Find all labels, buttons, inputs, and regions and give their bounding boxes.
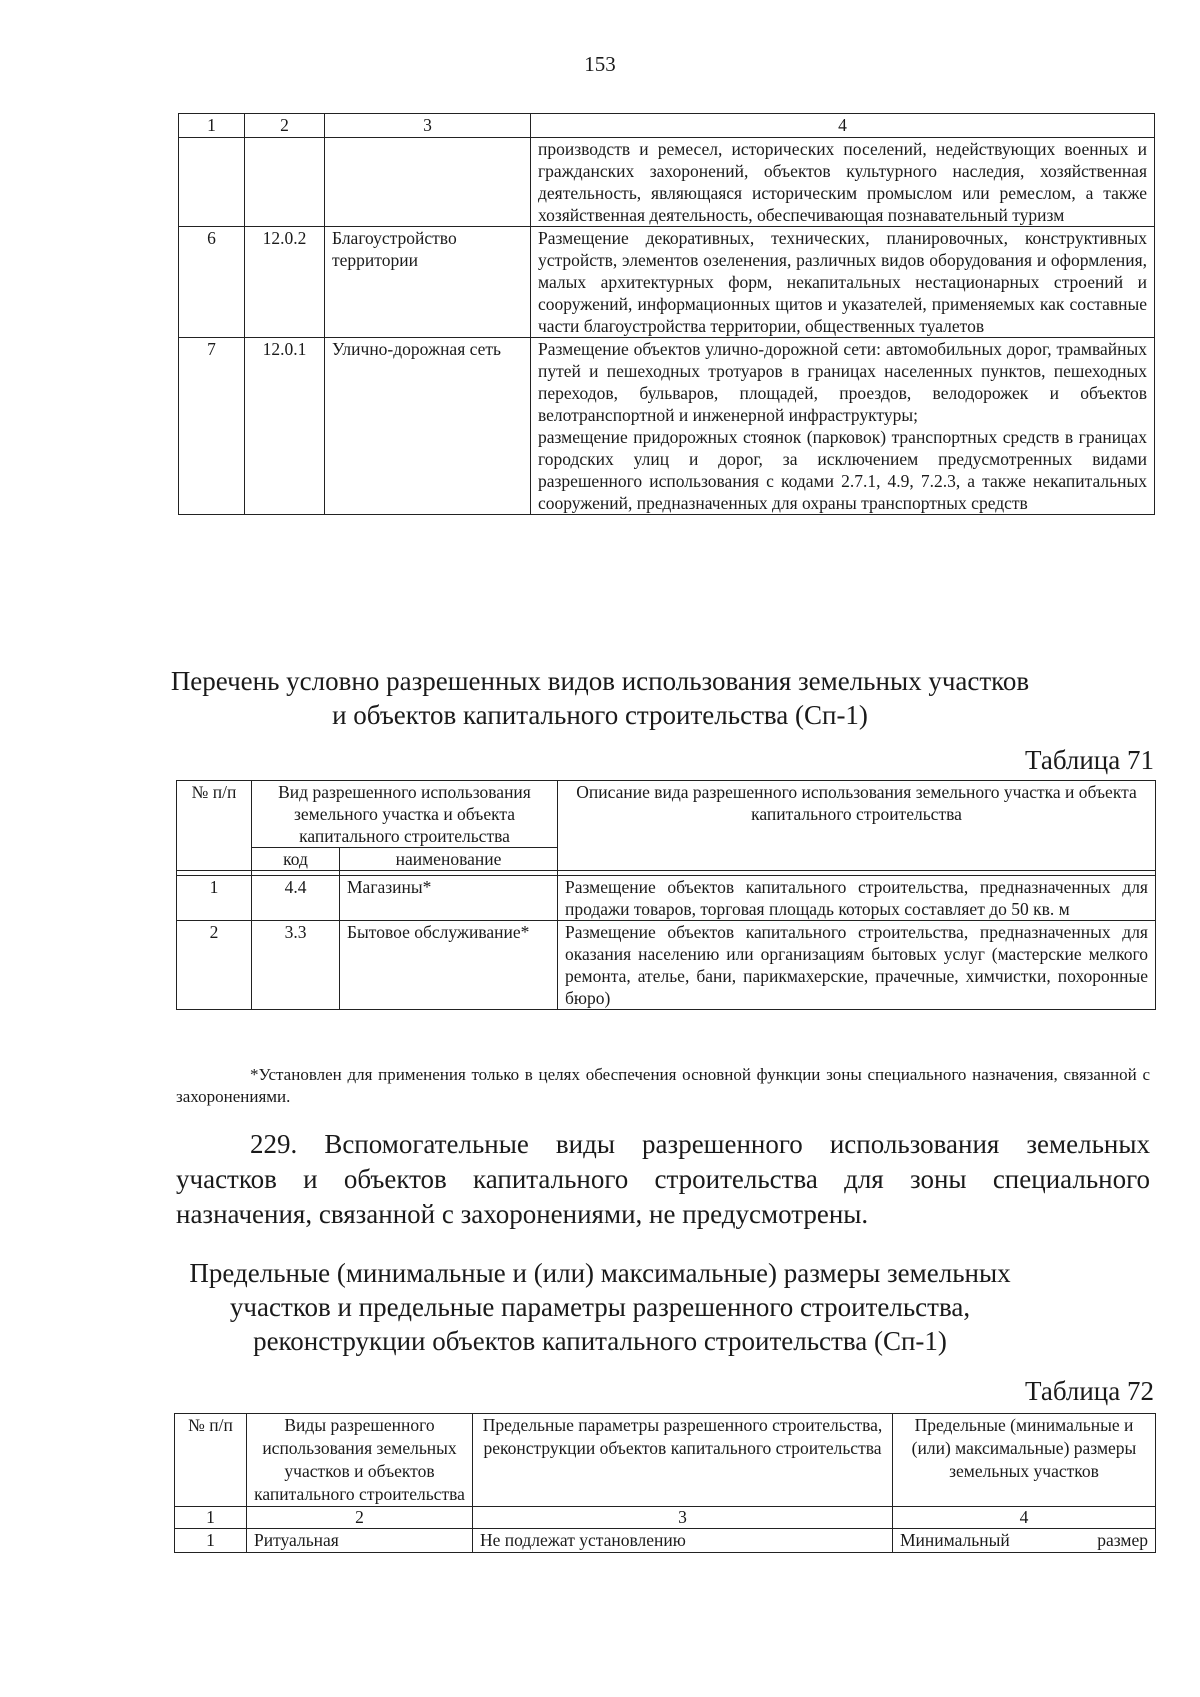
title-line: участков и предельные параметры разрешенного строительства, [229,1292,971,1322]
row-number: 7 [179,338,245,515]
row-code: 12.0.1 [245,338,325,515]
row-description [531,338,1155,515]
table-row [179,227,1155,338]
header-params: Предельные параметры разрешенного строительства, реконструкции объектов капитального строительства [473,1414,893,1507]
row-name: Бытовое обслуживание* [340,921,558,1010]
title-line: и объектов капитального строительства (Сп-1) [332,700,868,730]
header-description: Описание вида разрешенного использования земельного участка и объекта капитального строительства [558,781,1156,871]
row-type: Ритуальная [247,1529,473,1553]
table-row [177,876,1156,921]
table-label: Таблица 72 [1025,1376,1154,1406]
row-name: Благоустройство территории [325,227,531,338]
description-part: размещение придорожных стоянок (парковок) транспортных средств в границах городских улиц и дорог, за исключением предусмотренных видами разрешенного использования с кодами 2.7.1, 4.9, 7.2.3, а также некапитальных сооружений, предназначенных для охраны транспортных средств [538,427,1147,513]
row-number: 1 [175,1529,247,1553]
row-params: Не подлежат установлению [473,1529,893,1553]
column-number: 4 [531,114,1155,138]
row-description: производств и ремесел, исторических поселений, недействующих военных и гражданских захоронений, объектов культурного наследия, хозяйственная деятельность, являющаяся историческим промыслом или ремеслом, а также хозяйственная деятельность, обеспечивающая познавательный туризм [531,138,1155,227]
header-type: Виды разрешенного использования земельных участков и объектов капитального строительства [247,1414,473,1507]
table-column-numbers [175,1507,1156,1529]
row-code: 4.4 [252,876,340,921]
table-header-row [175,1414,1156,1507]
column-number: 4 [893,1507,1156,1529]
footnote: *Установлен для применения только в целях обеспечения основной функции зоны специального назначения, связанной с захоронениями. [176,1065,1150,1106]
row-code: 12.0.2 [245,227,325,338]
column-number: 3 [325,114,531,138]
header-num: № п/п [177,781,252,871]
row-description: Размещение объектов капитального строительства, предназначенных для оказания населению или организациям бытовых услуг (мастерские мелкого ремонта, ателье, бани, парикмахерские, прачечные, химчистки, похоронные бюро) [558,921,1156,1010]
column-number: 2 [247,1507,473,1529]
row-number: 6 [179,227,245,338]
column-number: 2 [245,114,325,138]
section-title [0,664,1200,732]
title-line: реконструкции объектов капитального строительства (Сп-1) [253,1326,947,1356]
column-number: 1 [179,114,245,138]
header-num: № п/п [175,1414,247,1507]
table-71 [176,780,1156,1010]
description-part: Размещение объектов улично-дорожной сети: автомобильных дорог, трамвайных путей и пешеходных тротуаров в границах населенных пунктов, пешеходных переходов, бульваров, площадей, проездов, велодорожек и объектов велотранспортной и инженерной инфраструктуры; [538,339,1147,425]
table-column-numbers [179,114,1155,138]
header-type: Вид разрешенного использования земельного участка и объекта капитального строительства [252,781,558,848]
paragraph-229: 229. Вспомогательные виды разрешенного использования земельных участков и объектов капитального строительства для зоны специального назначения, связанной с захоронениями, не предусмотрены. [176,1129,1150,1229]
row-name: Улично-дорожная сеть [325,338,531,515]
row-description: Размещение объектов капитального строительства, предназначенных для продажи товаров, торговая площадь которых составляет до 50 кв. м [558,876,1156,921]
column-number: 3 [473,1507,893,1529]
row-code [245,138,325,227]
table-row [179,338,1155,515]
row-name [325,138,531,227]
row-description: Размещение декоративных, технических, планировочных, конструктивных устройств, элементов озеленения, различных видов оборудования и оформления, малых архитектурных форм, некапитальных нестационарных строений и сооружений, информационных щитов и указателей, применяемых как составные части благоустройства территории, общественных туалетов [531,227,1155,338]
table-header-row [177,781,1156,848]
table-continued [178,113,1155,515]
table-72 [174,1413,1156,1553]
table-row [179,138,1155,227]
table-row [177,921,1156,1010]
header-sizes: Предельные (минимальные и (или) максимальные) размеры земельных участков [893,1414,1156,1507]
header-name: наименование [340,848,558,871]
table-label: Таблица 71 [1025,745,1154,775]
page-number: 153 [584,52,616,76]
row-sizes: Минимальный размер [893,1529,1156,1553]
title-line: Предельные (минимальные и (или) максимальные) размеры земельных [189,1258,1011,1288]
row-code: 3.3 [252,921,340,1010]
row-number [179,138,245,227]
title-line: Перечень условно разрешенных видов использования земельных участков [170,666,1030,696]
header-code: код [252,848,340,871]
column-number: 1 [175,1507,247,1529]
section-title [0,1256,1200,1358]
row-name: Магазины* [340,876,558,921]
row-number: 1 [177,876,252,921]
row-number: 2 [177,921,252,1010]
table-row [175,1529,1156,1553]
